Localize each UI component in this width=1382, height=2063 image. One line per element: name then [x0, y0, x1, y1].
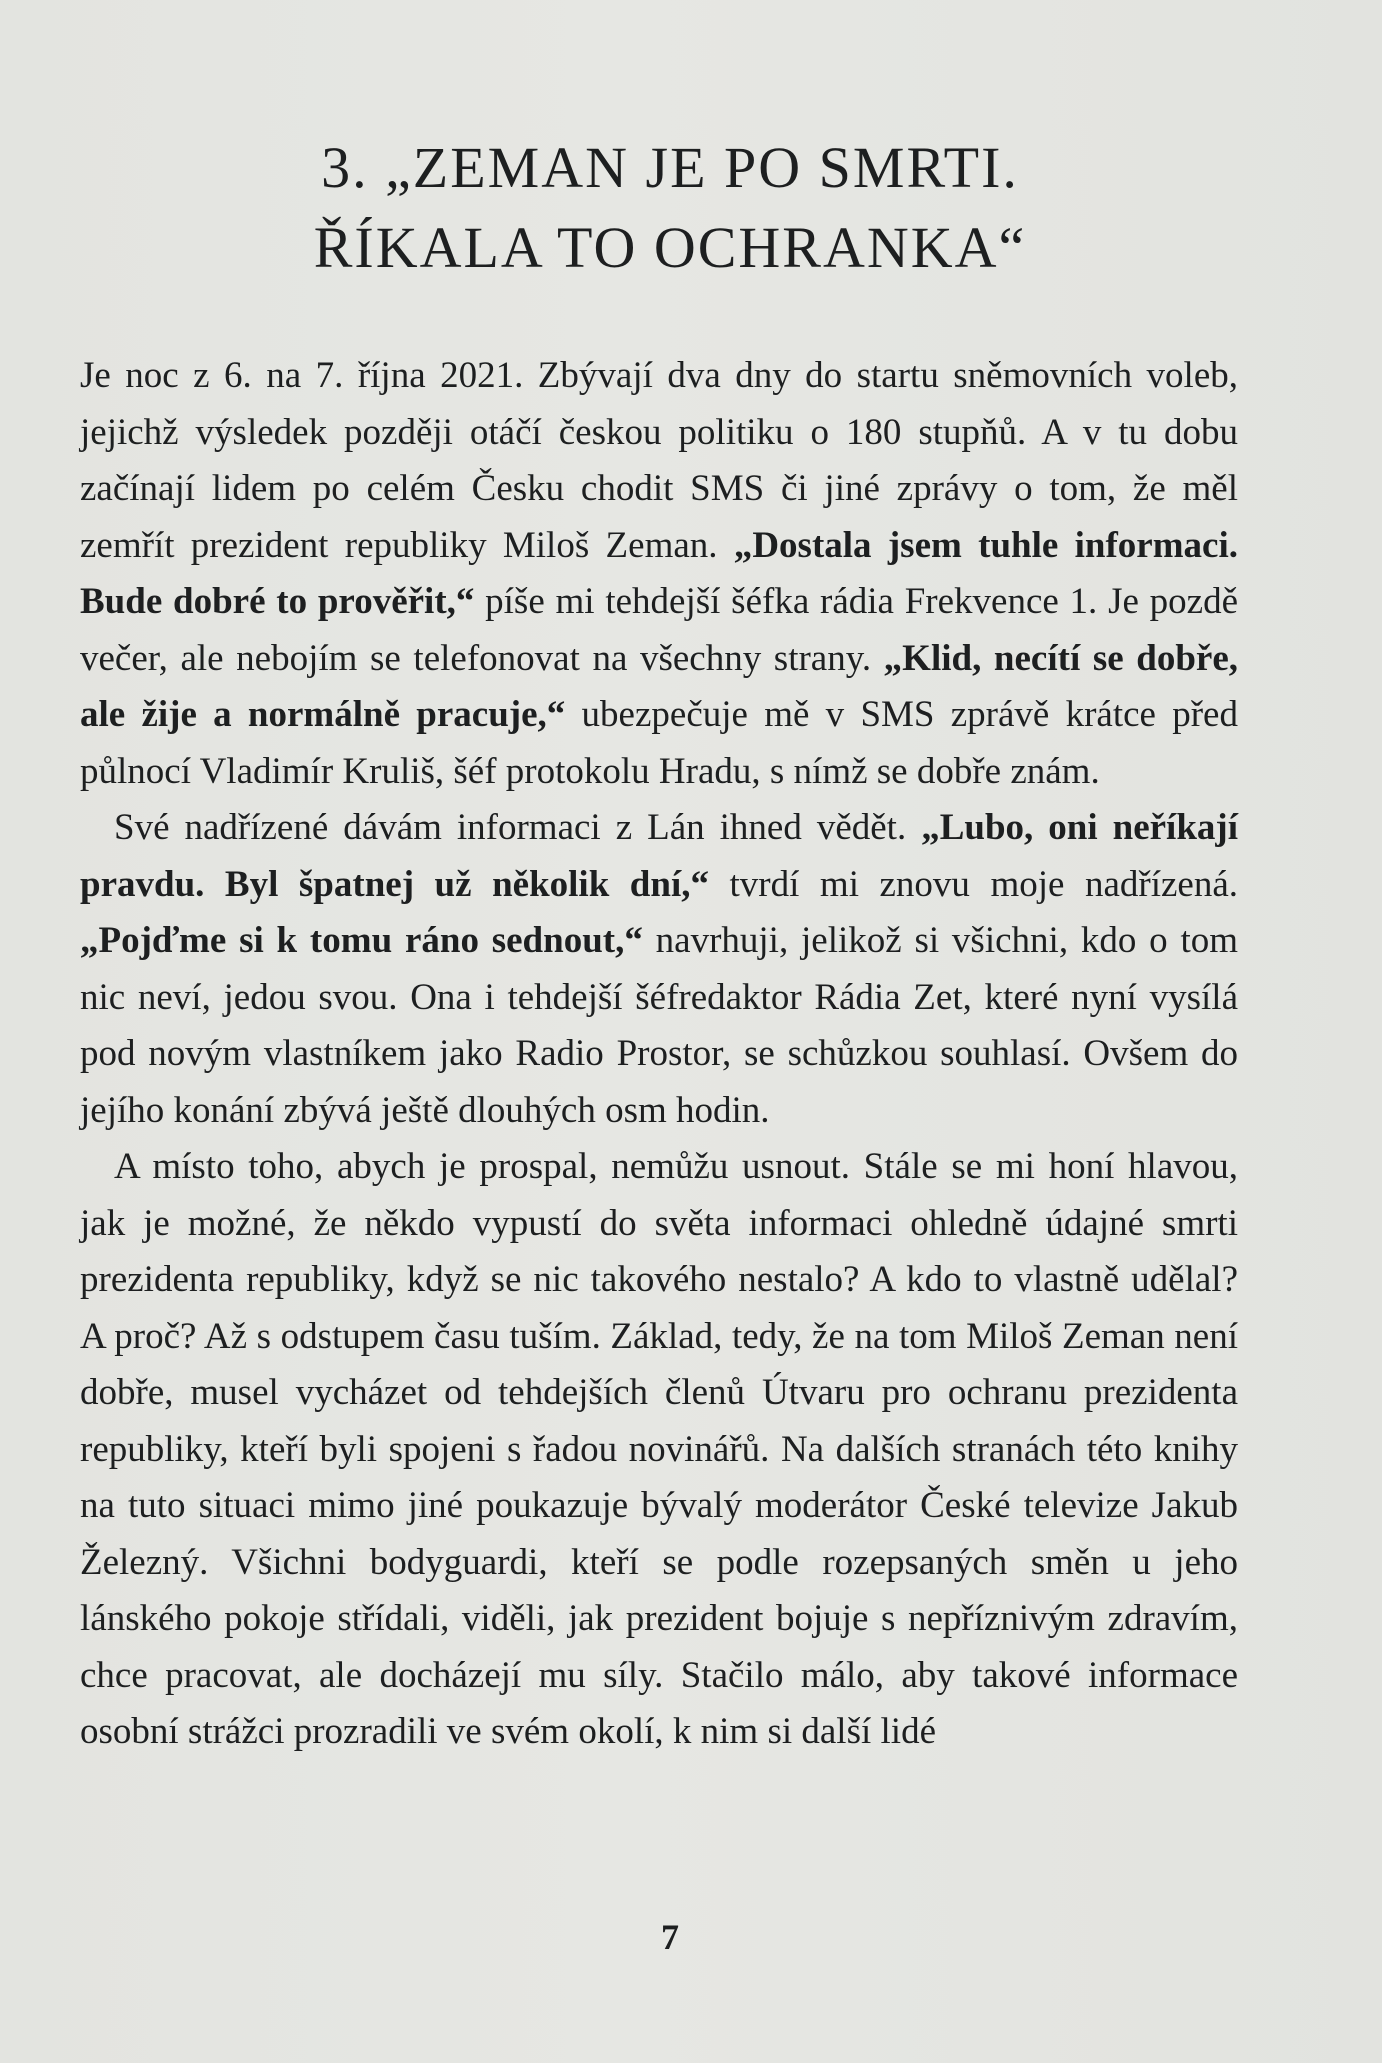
quote-bold: „Klid, necítí se dobře, ale žije a normálně pracuje,“	[80, 637, 1238, 735]
chapter-title-line-2: ŘÍKALA TO OCHRANKA“	[313, 215, 1027, 280]
paragraph-segment: Je noc z 6. na 7. října 2021. Zbývají dva dny do startu sněmovních voleb, jejichž výsledek později otáčí českou politiku o 180 stupňů. A v tu dobu začínají lidem po celém Česku chodit SMS či jiné zprávy o tom, že měl zemřít prezident republiky Miloš Zeman.	[80, 355, 1238, 566]
paragraph-segment: navrhuji, jelikož si všichni, kdo o tom nic neví, jedou svou. Ona i tehdejší šéfredaktor Rádia Zet, které nyní vysílá pod novým vlastníkem jako Radio Prostor, se schůzkou souhlasí. Ovšem do jejího konání zbývá ještě dlouhých osm hodin.	[80, 920, 1238, 1131]
paragraph-3	[80, 1139, 1238, 1761]
paragraph-segment: Své nadřízené dávám informaci z Lán ihned vědět.	[114, 807, 922, 848]
body-text	[80, 348, 1238, 1761]
quote-bold: „Dostala jsem tuhle informaci. Bude dobré to prověřit,“	[80, 524, 1238, 622]
paragraph-1	[80, 348, 1238, 800]
quote-bold: „Pojďme si k tomu ráno sednout,“	[80, 920, 643, 961]
paragraph-segment: A místo toho, abych je prospal, nemůžu usnout. Stále se mi honí hlavou, jak je možné, že někdo vypustí do světa informaci ohledně údajné smrti prezidenta republiky, když se nic takového nestalo? A kdo to vlastně udělal? A proč? Až s odstupem času tuším. Základ, tedy, že na tom Miloš Zeman není dobře, musel vycházet od tehdejších členů Útvaru pro ochranu prezidenta republiky, kteří byli spojeni s řadou novinářů. Na dalších stranách této knihy na tuto situaci mimo jiné poukazuje bývalý moderátor České televize Jakub Železný. Všichni bodyguardi, kteří se podle rozepsaných směn u jeho lánského pokoje střídali, viděli, jak prezident bojuje s nepříznivým zdravím, chce pracovat, ale docházejí mu síly. Stačilo málo, aby takové informace osobní strážci prozradili ve svém okolí, k nim si další lidé	[80, 1146, 1238, 1752]
chapter-title-line-1: 3. „ZEMAN JE PO SMRTI.	[321, 135, 1019, 200]
paragraph-segment: píše mi tehdejší šéfka rádia Frekvence 1. Je pozdě večer, ale nebojím se telefonovat na všechny strany.	[80, 581, 1238, 679]
quote-bold: „Lubo, oni neříkají pravdu. Byl špatnej už několik dní,“	[80, 807, 1239, 905]
paragraph-2	[80, 800, 1238, 1139]
paragraph-segment: tvrdí mi znovu moje nadřízená.	[709, 863, 1238, 905]
paragraph-segment: ubezpečuje mě v SMS zprávě krátce před půlnocí Vladimír Kruliš, šéf protokolu Hradu, s nímž se dobře znám.	[80, 694, 1238, 792]
chapter-title	[0, 128, 1340, 288]
page-number: 7	[661, 1917, 679, 1957]
